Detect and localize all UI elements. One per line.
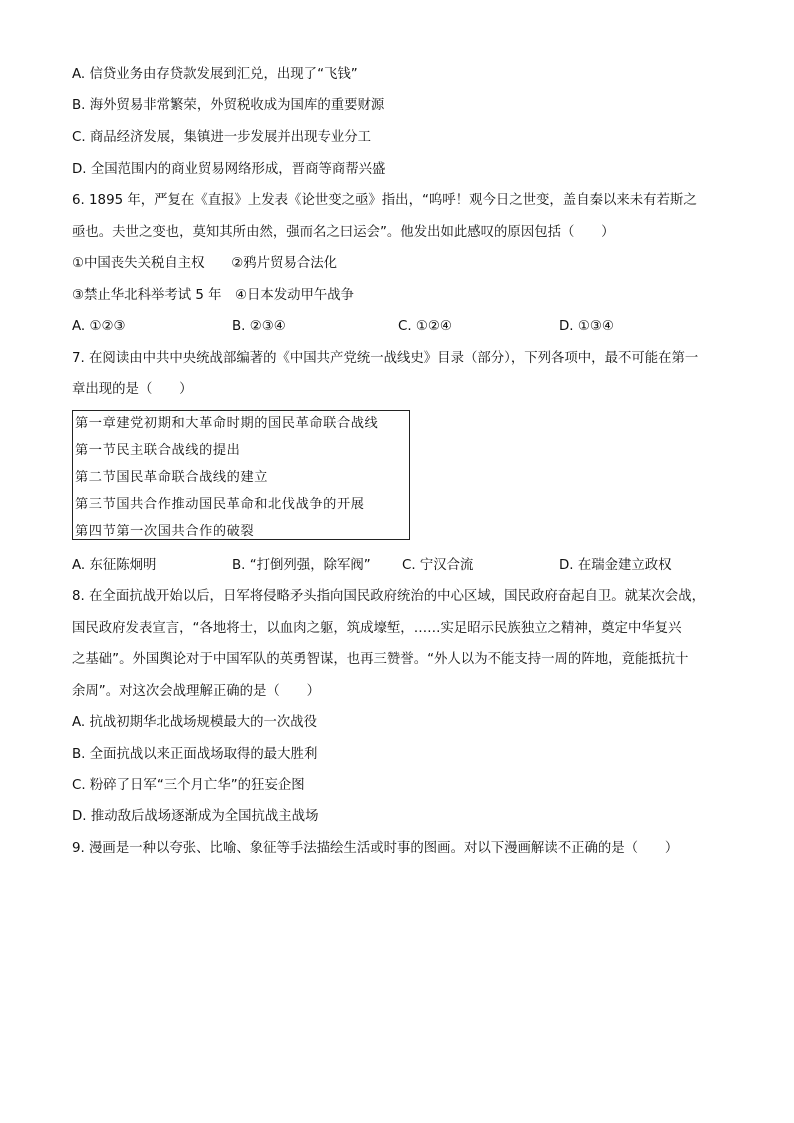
q6-stem-line-2: 亟也。夫世之变也，莫知其所由然，强而名之曰运会”。他发出如此感叹的原因包括（ ） xyxy=(72,225,615,240)
toc-section-3: 第三节国共合作推动国民革命和北伐战争的开展 xyxy=(75,497,365,512)
q5-option-b: B. 海外贸易非常繁荣，外贸税收成为国库的重要财源 xyxy=(72,98,385,113)
q7-stem-line-2: 章出现的是（ ） xyxy=(72,382,193,397)
q6-choice-d: D. ①③④ xyxy=(559,319,614,334)
toc-chapter-title: 第一章建党初期和大革命时期的国民革命联合战线 xyxy=(75,416,379,431)
q5-option-a: A. 信贷业务由存贷款发展到汇兑，出现了“飞钱” xyxy=(72,67,358,82)
q6-choice-a: A. ①②③ xyxy=(72,319,126,334)
q8-stem-line-1: 8. 在全面抗战开始以后，日军将侵略矛头指向国民政府统治的中心区域，国民政府奋起自卫。就某次会战， xyxy=(72,589,705,604)
q6-stem-line-1: 6. 1895 年，严复在《直报》上发表《论世变之亟》指出，“呜呼！观今日之世变，盖自秦以来未有若斯之 xyxy=(72,193,697,208)
toc-section-2: 第二节国民革命联合战线的建立 xyxy=(75,470,269,485)
q8-option-b: B. 全面抗战以来正面战场取得的最大胜利 xyxy=(72,747,318,762)
q8-option-a: A. 抗战初期华北战场规模最大的一次战役 xyxy=(72,715,318,730)
q8-option-c: C. 粉碎了日军“三个月亡华”的狂妄企图 xyxy=(72,778,305,793)
toc-section-4: 第四节第一次国共合作的破裂 xyxy=(75,524,255,539)
q7-choice-b: B. “打倒列强，除军阀” xyxy=(232,558,371,573)
table-of-contents-box xyxy=(72,410,410,540)
q5-option-c: C. 商品经济发展，集镇进一步发展并出现专业分工 xyxy=(72,130,372,145)
q8-option-d: D. 推动敌后战场逐渐成为全国抗战主战场 xyxy=(72,809,319,824)
q6-choice-c: C. ①②④ xyxy=(398,319,452,334)
q7-stem-line-1: 7. 在阅读由中共中央统战部编著的《中国共产党统一战线史》目录（部分），下列各项中，最不可能在第一 xyxy=(72,351,699,366)
q8-stem-line-4: 余周”。对这次会战理解正确的是（ ） xyxy=(72,684,320,699)
q5-option-d: D. 全国范围内的商业贸易网络形成，晋商等商帮兴盛 xyxy=(72,162,386,177)
q8-stem-line-2: 国民政府发表宣言，“各地将士，以血肉之躯，筑成壕堑，……实足昭示民族独立之精神，奠定中华复兴 xyxy=(72,621,682,636)
q8-stem-line-3: 之基础”。外国舆论对于中国军队的英勇智谋，也再三赞誉。“外人以为不能支持一周的阵地，竟能抵抗十 xyxy=(72,652,689,667)
q7-choice-d: D. 在瑞金建立政权 xyxy=(559,558,672,573)
q6-choice-b: B. ②③④ xyxy=(232,319,286,334)
q9-stem: 9. 漫画是一种以夸张、比喻、象征等手法描绘生活或时事的图画。对以下漫画解读不正确的是（ ） xyxy=(72,841,679,856)
toc-section-1: 第一节民主联合战线的提出 xyxy=(75,443,241,458)
q7-choice-a: A. 东征陈炯明 xyxy=(72,558,157,573)
q7-choice-c: C. 宁汉合流 xyxy=(402,558,474,573)
q6-item-line-1: ①中国丧失关税自主权 ②鸦片贸易合法化 xyxy=(72,256,338,271)
q6-item-line-2: ③禁止华北科举考试 5 年 ④日本发动甲午战争 xyxy=(72,288,355,303)
